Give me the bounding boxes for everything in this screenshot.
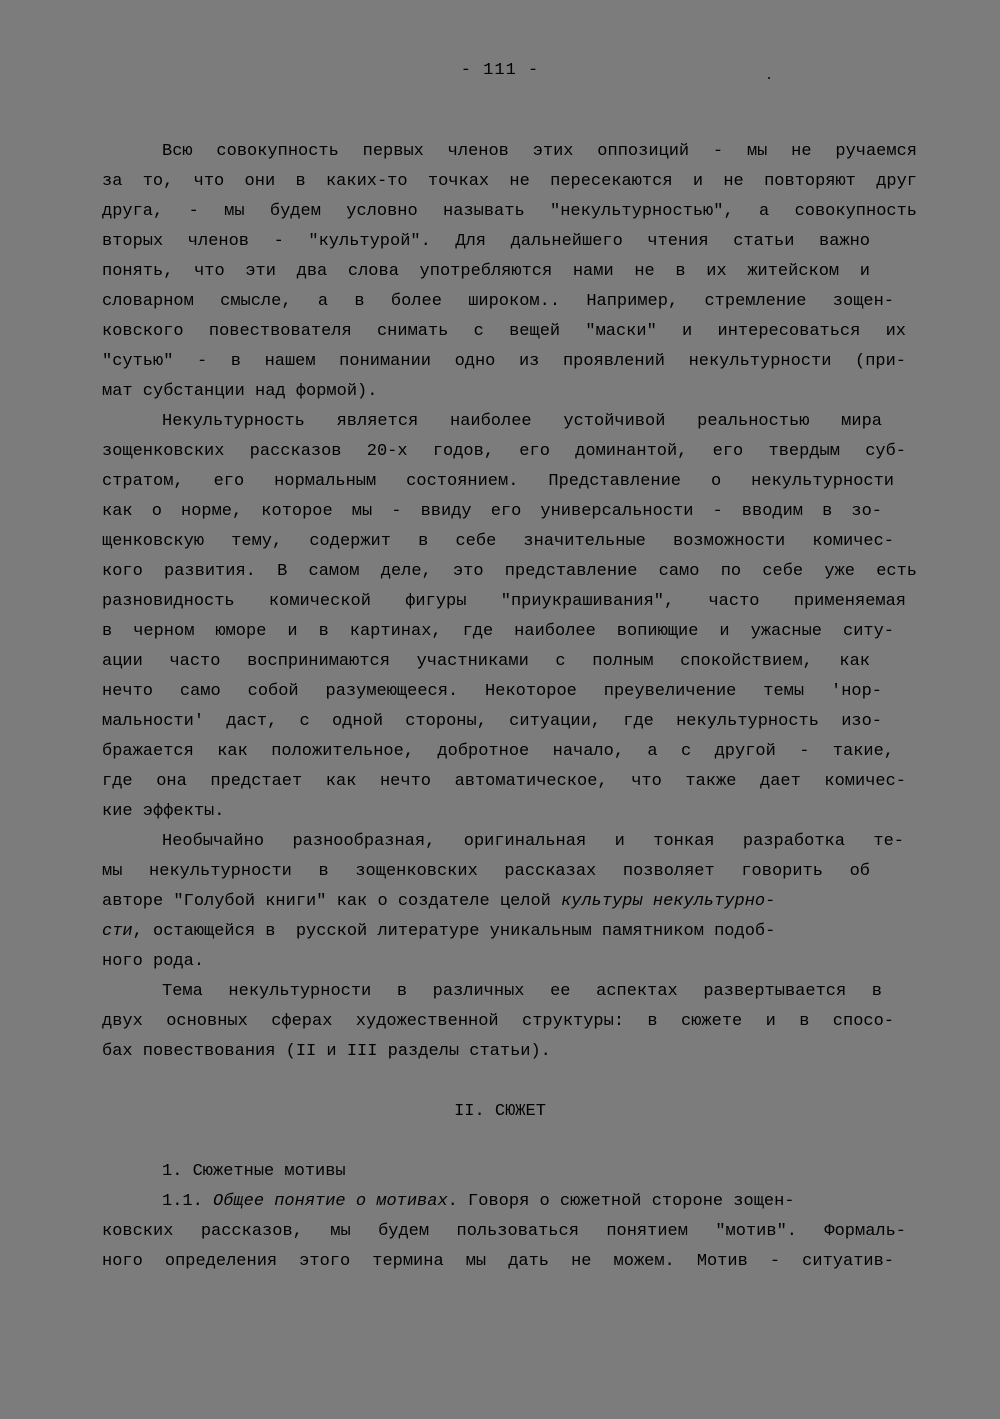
page-number: - 111 -: [460, 61, 540, 80]
emphasis-text: сти: [102, 922, 133, 941]
text-run: , остающейся в русской литературе уникальным памятником подоб-: [132, 922, 776, 941]
text-line: нечто само собой разумеющееся. Некоторое преувеличение темы 'нор-: [102, 682, 882, 701]
text-line: ного определения этого термина мы дать не можем. Мотив - ситуатив-: [102, 1252, 894, 1271]
text-line: разновидность комической фигуры "приукрашивания", часто применяемая: [102, 592, 906, 611]
text-line: словарном смысле, а в более широком.. Например, стремление зощен-: [102, 292, 894, 311]
text-line: Необычайно разнообразная, оригинальная и тонкая разработка те-: [162, 832, 904, 851]
text-line: [102, 892, 917, 912]
emphasis-text: культуры некультурно-: [561, 892, 776, 911]
text-line: мальности' даст, с одной стороны, ситуации, где некультурность изо-: [102, 712, 882, 731]
section-heading: II. СЮЖЕТ: [454, 1102, 546, 1121]
text-line: как о норме, которое мы - ввиду его универсальности - вводим в зо-: [102, 502, 882, 521]
text-run: 1.1.: [162, 1192, 214, 1211]
text-line: ного рода.: [102, 952, 205, 971]
text-line: ации часто воспринимаются участниками с полным спокойствием, как: [102, 652, 870, 671]
text-line: друга, - мы будем условно называть "некультурностью", а совокупность: [102, 202, 917, 221]
text-run: авторе "Голубой книги" как о создателе целой: [102, 892, 562, 911]
text-line: в черном юморе и в картинах, где наиболее вопиющие и ужасные ситу-: [102, 622, 894, 641]
text-line: щенковскую тему, содержит в себе значительные возможности комичес-: [102, 532, 894, 551]
text-line: кого развития. В самом деле, это представление само по себе уже есть: [102, 562, 917, 581]
text-line: мат субстанции над формой).: [102, 382, 378, 401]
text-line: ковского повествователя снимать с вещей "маски" и интересоваться их: [102, 322, 906, 341]
text-line: мы некультурности в зощенковских рассказах позволяет говорить об: [102, 862, 870, 881]
text-line: стратом, его нормальным состоянием. Представление о некультурности: [102, 472, 894, 491]
subsection-heading: 1. Сюжетные мотивы: [162, 1162, 346, 1181]
text-line: где она предстает как нечто автоматическое, что также дает комичес-: [102, 772, 906, 791]
text-line: бражается как положительное, добротное начало, а с другой - такие,: [102, 742, 894, 761]
text-line: [102, 922, 917, 942]
text-run: . Говоря о сюжетной стороне зощен-: [447, 1192, 795, 1211]
text-line: двух основных сферах художественной структуры: в сюжете и в спосо-: [102, 1012, 894, 1031]
text-line: за то, что они в каких-то точках не пересекаются и не повторяют друг: [102, 172, 917, 191]
text-line: Некультурность является наиболее устойчивой реальностью мира: [162, 412, 882, 431]
scan-speck: [768, 77, 770, 79]
text-line: Тема некультурности в различных ее аспектах развертывается в: [162, 982, 882, 1001]
text-line: [162, 1192, 907, 1212]
text-line: вторых членов - "культурой". Для дальнейшего чтения статьи важно: [102, 232, 870, 251]
text-line: кие эффекты.: [102, 802, 225, 821]
text-line: ковских рассказов, мы будем пользоваться понятием "мотив". Формаль-: [102, 1222, 906, 1241]
text-line: бах повествования (II и III разделы статьи).: [102, 1042, 551, 1061]
text-line: понять, что эти два слова употребляются нами не в их житейском и: [102, 262, 870, 281]
text-line: "сутью" - в нашем понимании одно из проявлений некультурности (при-: [102, 352, 906, 371]
emphasis-text: Общее понятие о мотивах: [213, 1192, 448, 1211]
text-line: зощенковских рассказов 20-х годов, его доминантой, его твердым суб-: [102, 442, 906, 461]
text-line: Всю совокупность первых членов этих оппозиций - мы не ручаемся: [162, 142, 917, 161]
